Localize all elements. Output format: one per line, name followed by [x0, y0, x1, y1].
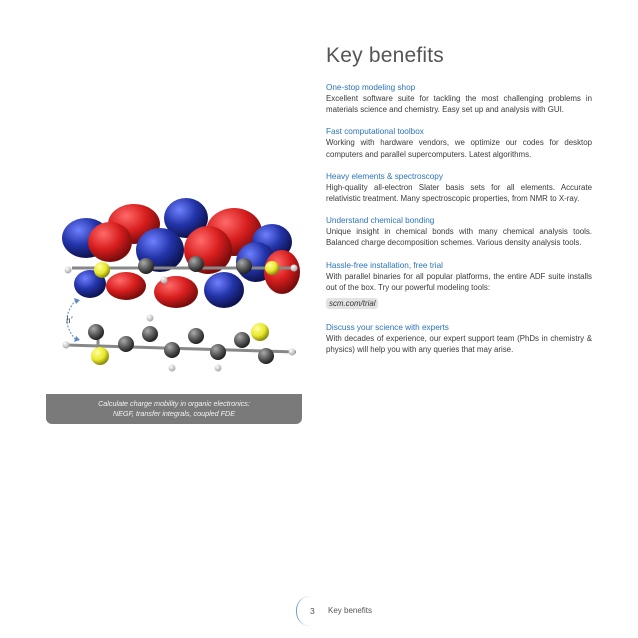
page-title: Key benefits [326, 44, 444, 67]
benefit-item [326, 82, 592, 115]
benefit-text: With parallel binaries for all popular platforms, the entire ADF suite installs out of the box. Try our powerful modeling tools: [326, 271, 592, 292]
benefit-title: One-stop modeling shop [326, 83, 416, 92]
molecule-illustration [46, 180, 302, 422]
benefit-title: Heavy elements & spectroscopy [326, 171, 443, 181]
upper-molecule-orbitals [62, 198, 300, 308]
hbar-label: h' [66, 315, 73, 325]
caption-line: Calculate charge mobility in organic electronics: [98, 399, 250, 408]
benefit-title: Discuss your science with experts [326, 323, 449, 333]
benefit-item [326, 260, 592, 311]
benefit-title: Hassle-free installation, free trial [326, 260, 443, 270]
benefit-text: Excellent software suite for tackling the most challenging problems in materials science and chemistry. Easy set up and analysis with GUI. [326, 94, 592, 115]
benefit-title: Fast computational toolbox [326, 127, 424, 137]
benefit-text: Working with hardware vendors, we optimize our codes for desktop computers and parallel supercomputers. Latest algorithms. [326, 138, 592, 159]
benefit-title: Understand chemical bonding [326, 216, 435, 226]
benefit-text: Unique insight in chemical bonds with many chemical analysis tools. Balanced charge decomposition schemes. Various density analysis tools. [326, 227, 592, 248]
page-number: 3 [310, 606, 315, 616]
benefit-item [326, 126, 592, 159]
benefit-item [326, 171, 592, 204]
benefit-text: With decades of experience, our expert support team (PhDs in chemistry & physics) will help you with any queries that may arise. [326, 334, 592, 355]
lower-molecule [63, 315, 297, 372]
caption-line: NEGF, transfer integrals, coupled FDE [112, 409, 236, 418]
figure-caption [46, 394, 302, 424]
molecule-figure [46, 180, 302, 422]
benefit-item [326, 215, 592, 248]
footer-section-label: Key benefits [328, 606, 373, 615]
benefit-item [326, 322, 592, 355]
benefit-text: High-quality all-electron Slater basis sets for all elements. Accurate relativistic treatment. Many spectroscopic properties, from NMR to X-ray. [326, 182, 592, 204]
trial-link[interactable]: scm.com/trial [326, 298, 378, 309]
benefits-list [326, 82, 592, 366]
